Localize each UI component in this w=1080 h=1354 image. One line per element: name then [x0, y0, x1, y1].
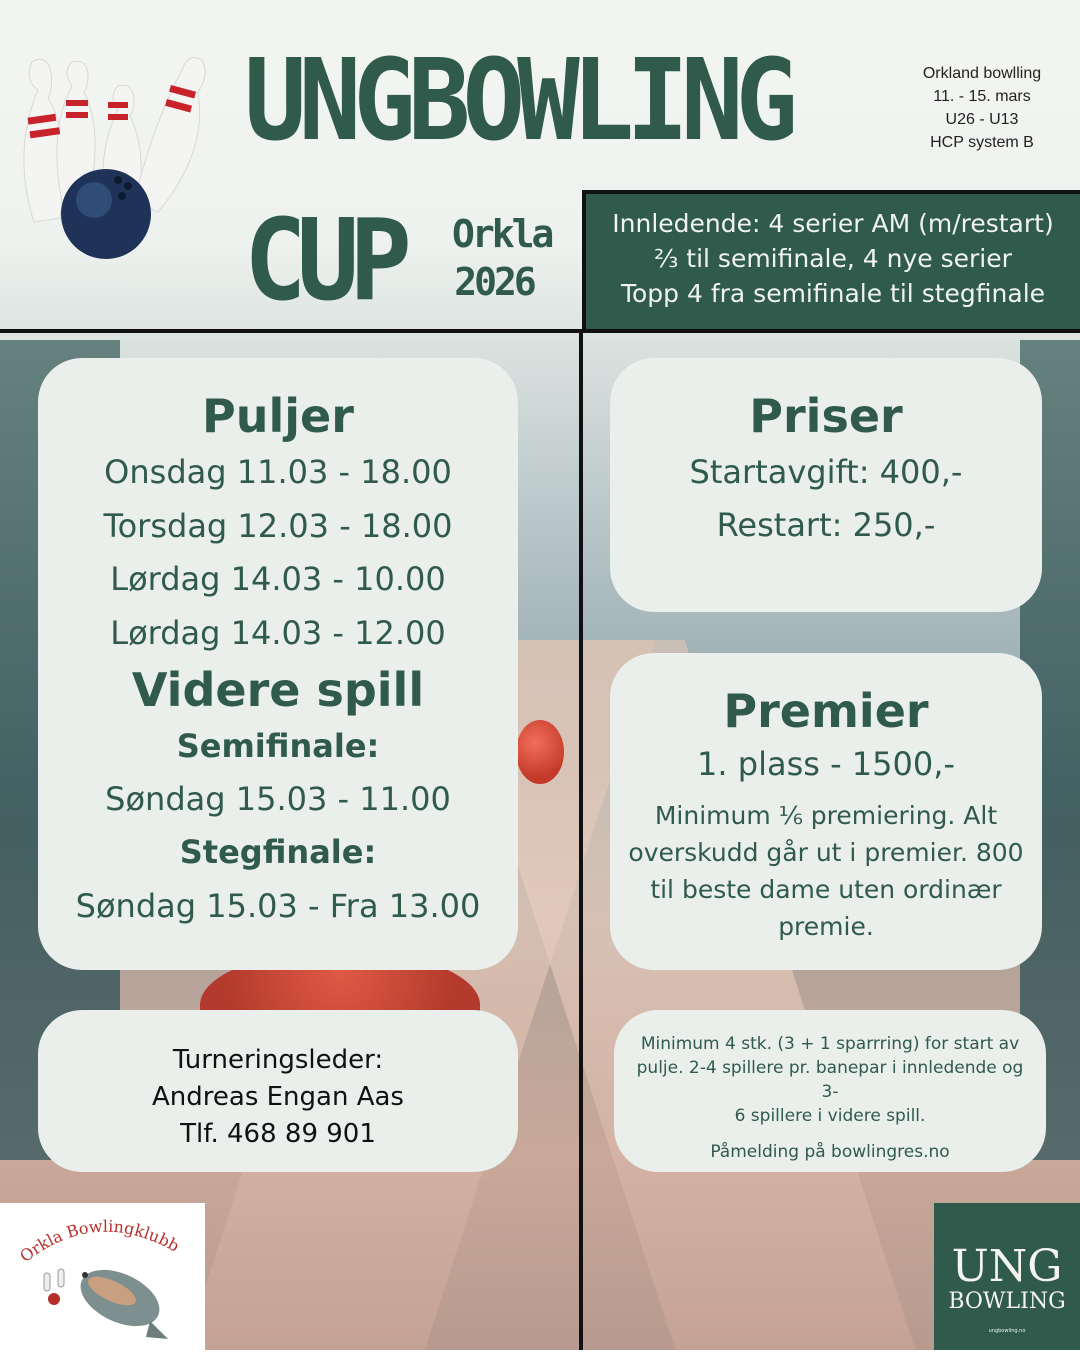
event-dates: 11. - 15. mars — [933, 88, 1031, 105]
semifinale-label: Semifinale: — [176, 727, 380, 765]
format-line: Innledende: 4 serier AM (m/restart) — [612, 209, 1054, 238]
leder-card — [38, 1010, 518, 1172]
first-place: 1. plass - 1500,- — [697, 745, 955, 783]
puljer-card — [38, 358, 518, 970]
session-item: Lørdag 14.03 - 10.00 — [110, 560, 446, 598]
session-item: Lørdag 14.03 - 12.00 — [110, 613, 446, 652]
session-item: Torsdag 12.03 - 18.00 — [103, 506, 453, 545]
club-logo-icon — [0, 1203, 205, 1350]
title-line-2: CUP — [244, 194, 402, 327]
org-name: Orkla — [452, 212, 552, 256]
premier-card — [610, 653, 1042, 970]
premier-desc: premie. — [778, 912, 874, 941]
event-info — [900, 62, 1064, 154]
event-venue: Orkland bowlling — [922, 65, 1042, 82]
orkla-bowlingklubb-logo — [0, 1203, 205, 1350]
rules-line: Minimum 4 stk. (3 + 1 sparrring) for start av — [640, 1034, 1020, 1054]
logo-url: ungbowling.no — [988, 1328, 1026, 1334]
leder-phone: Tlf. 468 89 901 — [180, 1119, 376, 1149]
svg-text:Orkla Bowlingklubb: Orkla Bowlingklubb — [16, 1216, 183, 1266]
title-line-1: UNGBOWLING — [244, 34, 791, 167]
rules-line: pulje. 2-4 spillere pr. banepar i innledende og 3- — [636, 1058, 1024, 1102]
event-ages: U26 - U13 — [945, 111, 1019, 128]
bowling-pins-icon — [10, 50, 210, 260]
ung-text: UNG — [951, 1241, 1063, 1292]
year: 2026 — [454, 260, 534, 304]
premier-desc: til beste dame uten ordinær — [650, 875, 1002, 904]
priser-heading: Priser — [749, 389, 903, 443]
vertical-divider — [579, 329, 583, 1350]
signup-text: Påmelding på bowlingres.no — [710, 1142, 950, 1162]
startavgift: Startavgift: 400,- — [689, 453, 963, 491]
red-bowling-ball-icon — [516, 720, 564, 784]
info-card — [614, 1010, 1046, 1172]
priser-card — [610, 358, 1042, 612]
restart-fee: Restart: 250,- — [716, 506, 936, 544]
premier-heading: Premier — [723, 684, 929, 738]
rules-line: 6 spillere i videre spill. — [734, 1106, 926, 1126]
event-hcp: HCP system B — [930, 134, 1034, 151]
stegfinale-time: Søndag 15.03 - Fra 13.00 — [75, 887, 481, 925]
format-line: Topp 4 fra semifinale til stegfinale — [620, 279, 1046, 308]
puljer-heading: Puljer — [202, 389, 354, 443]
semifinale-time: Søndag 15.03 - 11.00 — [105, 780, 451, 818]
bowling-text: BOWLING — [948, 1289, 1066, 1314]
horizontal-divider — [0, 329, 1080, 333]
stegfinale-label: Stegfinale: — [179, 833, 377, 871]
leder-name: Andreas Engan Aas — [152, 1082, 404, 1112]
format-line: ⅔ til semifinale, 4 nye serier — [654, 244, 1012, 273]
session-item: Onsdag 11.03 - 18.00 — [104, 453, 452, 491]
org-year-block — [452, 210, 552, 306]
premier-desc: overskudd går ut i premier. 800 — [628, 838, 1024, 867]
format-box — [582, 190, 1080, 330]
videre-heading: Videre spill — [131, 663, 425, 717]
ungbowling-logo — [934, 1203, 1080, 1350]
premier-desc: Minimum ⅙ premiering. Alt — [654, 801, 998, 830]
leder-label: Turneringsleder: — [172, 1045, 384, 1075]
